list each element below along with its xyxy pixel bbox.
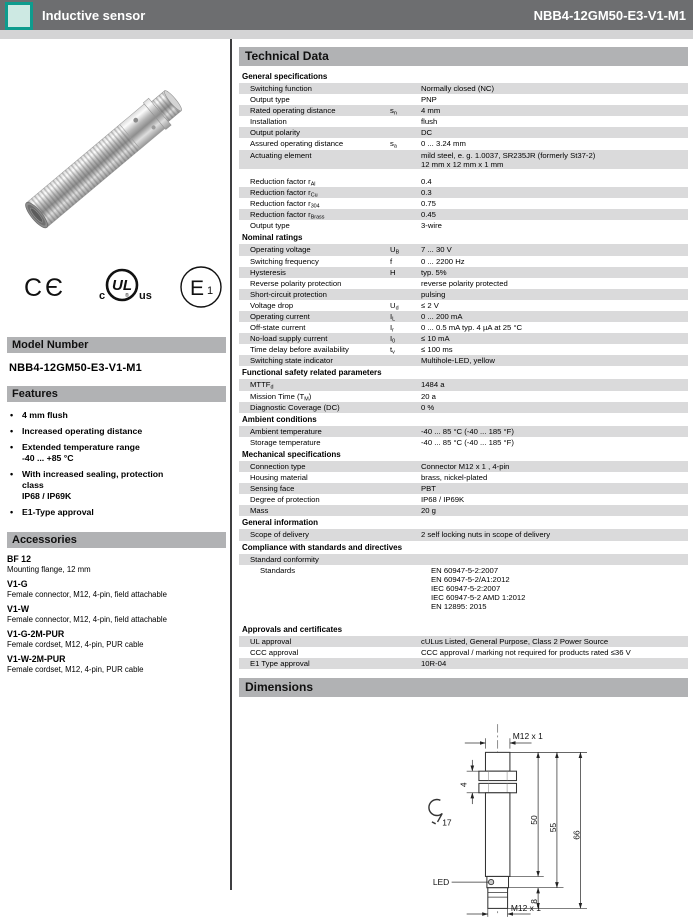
wrench-icon bbox=[429, 799, 442, 823]
spec-label: CCC approval bbox=[250, 647, 299, 657]
feature-line: E1-Type approval bbox=[22, 507, 94, 517]
spec-label: Diagnostic Coverage (DC) bbox=[250, 402, 340, 412]
spec-label: No-load supply current bbox=[250, 334, 328, 344]
spec-row bbox=[239, 176, 688, 187]
technical-data-section-title: Technical Data bbox=[239, 47, 688, 66]
spec-value bbox=[421, 151, 688, 169]
certification-marks bbox=[24, 264, 230, 310]
spec-row bbox=[239, 565, 688, 612]
spec-row bbox=[239, 138, 688, 149]
spec-value: PNP bbox=[421, 95, 437, 105]
spec-label: Standard conformity bbox=[250, 554, 319, 564]
spec-row bbox=[239, 311, 688, 322]
spec-label: Connection type bbox=[250, 461, 306, 471]
accessory-name: V1-W-2M-PUR bbox=[7, 654, 66, 664]
spec-label: Switching state indicator bbox=[250, 356, 333, 366]
spec-label: Reduction factor $r_{Brass}$ bbox=[250, 210, 325, 221]
spec-label: UL approval bbox=[250, 636, 292, 646]
feature-line: 4 mm flush bbox=[22, 410, 68, 420]
accessory-item bbox=[7, 654, 230, 675]
accessories-section-title: Accessories bbox=[7, 532, 226, 548]
dim-50-label: 50 bbox=[529, 815, 540, 825]
spec-label: Installation bbox=[250, 117, 287, 127]
spec-value: 0.75 bbox=[421, 199, 436, 209]
feature-line: IP68 / IP69K bbox=[22, 491, 72, 501]
thread-bottom-label: M12 x 1 bbox=[510, 903, 541, 914]
spec-row bbox=[239, 355, 688, 366]
spec-label: Output type bbox=[250, 221, 290, 231]
spec-row bbox=[239, 494, 688, 505]
dim-66-label: 66 bbox=[571, 830, 582, 840]
spec-row bbox=[239, 300, 688, 311]
dimension-drawing bbox=[399, 707, 688, 924]
spec-row bbox=[239, 647, 688, 658]
spec-value: 20 a bbox=[421, 391, 436, 401]
spec-row bbox=[239, 105, 688, 116]
spec-label: Reduction factor $r_{304}$ bbox=[250, 199, 320, 210]
spec-value: IP68 / IP69K bbox=[421, 495, 465, 505]
svg-text:C: C bbox=[24, 274, 43, 302]
spec-section bbox=[239, 448, 688, 516]
dim-8-label: 8 bbox=[529, 898, 540, 904]
feature-text bbox=[22, 426, 142, 437]
accessory-item bbox=[7, 629, 230, 650]
spec-row bbox=[239, 472, 688, 483]
spec-value: -40 ... 85 °C (-40 ... 185 °F) bbox=[421, 426, 514, 436]
spec-value: ≤ 2 V bbox=[421, 300, 439, 310]
accessory-name: V1-W bbox=[7, 604, 29, 614]
spec-section bbox=[239, 231, 688, 366]
accessory-description: Mounting flange, 12 mm bbox=[7, 565, 91, 574]
spec-label: Switching function bbox=[250, 84, 312, 93]
spec-section-header: Functional safety related parameters bbox=[242, 368, 382, 378]
svg-text:E: E bbox=[190, 277, 205, 300]
feature-item bbox=[10, 426, 224, 437]
spec-row bbox=[239, 209, 688, 220]
spec-row bbox=[239, 278, 688, 289]
svg-text:UL: UL bbox=[112, 277, 132, 294]
spec-row bbox=[239, 333, 688, 344]
spec-label: Mission Time $(T_M)$ bbox=[250, 391, 312, 402]
spec-value: 7 ... 30 V bbox=[421, 245, 452, 255]
spec-row bbox=[239, 289, 688, 300]
feature-line: Extended temperature range bbox=[22, 442, 140, 452]
spec-label: Scope of delivery bbox=[250, 530, 309, 540]
spec-symbol: $s_a$ bbox=[390, 139, 397, 150]
spec-section bbox=[239, 541, 688, 612]
feature-item bbox=[10, 507, 224, 518]
spec-label: Reduction factor $r_{Al}$ bbox=[250, 176, 316, 188]
spec-label: Reduction factor $r_{Cu}$ bbox=[250, 188, 318, 199]
spacer-row bbox=[239, 169, 688, 176]
thread-top-label: M12 x 1 bbox=[512, 731, 543, 742]
spec-value: reverse polarity protected bbox=[421, 278, 508, 288]
spec-value: 1484 a bbox=[421, 380, 445, 390]
feature-line: -40 ... +85 °C bbox=[22, 453, 74, 463]
spec-row bbox=[239, 461, 688, 472]
spec-value: 0.3 bbox=[421, 188, 432, 198]
spec-section bbox=[239, 516, 688, 540]
spec-section bbox=[239, 413, 688, 448]
spec-row bbox=[239, 127, 688, 138]
wrench-size-label: 17 bbox=[442, 817, 452, 828]
spec-value: typ. 5% bbox=[421, 267, 447, 277]
spec-value: 0.45 bbox=[421, 210, 436, 220]
part-number-header: NBB4-12GM50-E3-V1-M1 bbox=[533, 7, 686, 23]
spec-label: Degree of protection bbox=[250, 495, 320, 505]
spec-section-header: Nominal ratings bbox=[242, 233, 303, 243]
spec-label: Storage temperature bbox=[250, 437, 321, 447]
spec-label: Rated operating distance bbox=[250, 106, 336, 116]
feature-text bbox=[22, 469, 163, 502]
spec-row bbox=[239, 150, 688, 169]
nut-height-label: 4 bbox=[458, 782, 469, 788]
accessories-list bbox=[7, 554, 230, 675]
accessory-item bbox=[7, 579, 230, 600]
spec-symbol: H bbox=[390, 267, 396, 277]
dimensions-section-title: Dimensions bbox=[239, 678, 688, 697]
spec-section bbox=[239, 366, 688, 412]
spec-value: DC bbox=[421, 128, 433, 138]
svg-text:us: us bbox=[139, 290, 152, 302]
accessory-item bbox=[7, 604, 230, 625]
spec-row bbox=[239, 256, 688, 267]
spec-value: CCC approval / marking not required for products rated ≤36 V bbox=[421, 647, 631, 657]
spec-row bbox=[239, 116, 688, 127]
spec-row bbox=[239, 198, 688, 209]
spec-row bbox=[239, 322, 688, 333]
features-section-title: Features bbox=[7, 386, 226, 402]
spec-row bbox=[239, 529, 688, 540]
bullet-icon: • bbox=[10, 410, 14, 420]
header-accent-strip bbox=[0, 30, 693, 39]
spec-row bbox=[239, 483, 688, 494]
spec-label: Output type bbox=[250, 95, 290, 105]
spec-value: Normally closed (NC) bbox=[421, 84, 495, 93]
spec-symbol: $s_n$ bbox=[390, 106, 397, 117]
spec-section-header: Approvals and certificates bbox=[242, 624, 343, 634]
spec-label: Hysteresis bbox=[250, 267, 286, 277]
spec-value: 0 % bbox=[421, 402, 435, 412]
feature-line: Increased operating distance bbox=[22, 426, 143, 436]
spec-label: Standards bbox=[260, 565, 296, 575]
spec-symbol: $t_v$ bbox=[390, 345, 395, 356]
spec-symbol: $U_B$ bbox=[390, 245, 400, 256]
spec-value-line: IEC 60947-5-2:2007 bbox=[431, 584, 501, 593]
spec-row bbox=[239, 554, 688, 565]
spec-value: 0 ... 2200 Hz bbox=[421, 256, 465, 266]
spec-row bbox=[239, 379, 688, 390]
spec-section-header: General specifications bbox=[242, 72, 328, 81]
bullet-icon: • bbox=[10, 426, 14, 436]
brand-logo-icon bbox=[5, 2, 33, 30]
spec-row bbox=[239, 83, 688, 94]
spec-value: flush bbox=[421, 117, 438, 127]
spec-value: 2 self locking nuts in scope of delivery bbox=[421, 530, 551, 540]
spec-row bbox=[239, 187, 688, 198]
spec-value: brass, nickel-plated bbox=[421, 473, 488, 483]
spec-label: Time delay before availability bbox=[250, 345, 349, 355]
dim-55-label: 55 bbox=[547, 822, 558, 833]
e1-mark-icon bbox=[178, 264, 224, 310]
spec-value: pulsing bbox=[421, 289, 446, 299]
ul-mark-icon bbox=[92, 266, 152, 308]
led-indicator-drawing bbox=[488, 879, 493, 884]
feature-line: With increased sealing, protection bbox=[22, 469, 164, 479]
technical-data-table bbox=[239, 70, 688, 669]
spec-label: Voltage drop bbox=[250, 300, 294, 310]
spec-value-line: EN 60947-5-2/A1:2012 bbox=[431, 574, 510, 584]
spec-value: 20 g bbox=[421, 506, 436, 516]
spec-label: Ambient temperature bbox=[250, 426, 322, 436]
spec-label: Operating current bbox=[250, 312, 310, 321]
spec-row bbox=[239, 402, 688, 413]
spec-value-line: IEC 60947-5-2 AMD 1:2012 bbox=[431, 593, 526, 603]
spec-value: -40 ... 85 °C (-40 ... 185 °F) bbox=[421, 437, 514, 447]
svg-text:Є: Є bbox=[45, 274, 63, 302]
right-column bbox=[232, 39, 693, 914]
page-header bbox=[0, 0, 693, 30]
accessory-name: V1-G-2M-PUR bbox=[7, 629, 65, 639]
spec-value: 10R-04 bbox=[421, 658, 447, 668]
spec-value-line: EN 12895: 2015 bbox=[431, 602, 487, 612]
svg-text:®: ® bbox=[125, 293, 129, 299]
spec-value: 0 ... 0.5 mA typ. 4 µA at 25 °C bbox=[421, 323, 523, 333]
feature-item bbox=[10, 469, 224, 502]
feature-text bbox=[22, 442, 140, 464]
spec-label: Mass bbox=[250, 506, 269, 516]
svg-text:1: 1 bbox=[207, 285, 214, 297]
spec-label: Output polarity bbox=[250, 128, 300, 138]
spec-row bbox=[239, 244, 688, 255]
accessory-description: Female connector, M12, 4-pin, field attachable bbox=[7, 590, 167, 599]
spec-value: 0 ... 200 mA bbox=[421, 312, 463, 321]
features-list bbox=[0, 410, 230, 518]
feature-line: class bbox=[22, 480, 44, 490]
product-photo bbox=[12, 53, 230, 254]
spec-label: E1 Type approval bbox=[250, 658, 310, 668]
spec-value: ≤ 10 mA bbox=[421, 334, 450, 344]
model-number-value: NBB4-12GM50-E3-V1-M1 bbox=[9, 362, 142, 374]
feature-item bbox=[10, 410, 224, 421]
spec-section-header: Mechanical specifications bbox=[242, 449, 341, 459]
led-label: LED bbox=[432, 876, 450, 887]
spec-section-header: General information bbox=[242, 518, 319, 528]
spec-row bbox=[239, 220, 688, 231]
spec-label: Actuating element bbox=[250, 150, 312, 160]
spec-section bbox=[239, 623, 688, 669]
spec-symbol: f bbox=[390, 256, 393, 266]
spec-value: 0.4 bbox=[421, 176, 432, 186]
spec-value: 3-wire bbox=[421, 221, 442, 231]
spec-value: cULus Listed, General Purpose, Class 2 Power Source bbox=[421, 636, 609, 646]
spec-symbol: $U_d$ bbox=[390, 300, 399, 312]
spec-value-line: 12 mm x 12 mm x 1 mm bbox=[421, 159, 504, 169]
spec-label: Operating voltage bbox=[250, 245, 311, 255]
accessory-name: V1-G bbox=[7, 579, 28, 589]
spec-value: 0 ... 3.24 mm bbox=[421, 139, 466, 149]
spec-row bbox=[239, 426, 688, 437]
bullet-icon: • bbox=[10, 507, 14, 517]
spec-value-line: EN 60947-5-2:2007 bbox=[431, 565, 499, 575]
spec-row bbox=[239, 267, 688, 278]
spec-value: 4 mm bbox=[421, 106, 441, 116]
spec-row bbox=[239, 94, 688, 105]
spec-symbol: $I_r$ bbox=[390, 323, 394, 334]
spec-label: $MTTF_d$ bbox=[250, 380, 274, 391]
spec-label: Short-circuit protection bbox=[250, 289, 327, 299]
accessory-name: BF 12 bbox=[7, 554, 31, 564]
accessory-description: Female connector, M12, 4-pin, field attachable bbox=[7, 615, 167, 624]
spec-row bbox=[239, 658, 688, 669]
accessory-description: Female cordset, M12, 4-pin, PUR cable bbox=[7, 665, 144, 674]
spec-symbol: $I_0$ bbox=[390, 334, 396, 345]
product-family-title: Inductive sensor bbox=[42, 7, 146, 23]
feature-item bbox=[10, 442, 224, 464]
spec-value bbox=[431, 566, 688, 612]
spec-value: PBT bbox=[421, 484, 436, 494]
spec-label: Switching frequency bbox=[250, 256, 319, 266]
spec-value: Connector M12 x 1 , 4-pin bbox=[421, 461, 510, 471]
spec-section-header: Ambient conditions bbox=[242, 414, 317, 424]
spec-value-line: mild steel, e. g. 1.0037, SR235JR (formerly St37-2) bbox=[421, 150, 596, 160]
spec-label: Reverse polarity protection bbox=[250, 278, 342, 288]
spec-value: ≤ 100 ms bbox=[421, 345, 453, 355]
spec-section bbox=[239, 70, 688, 231]
spec-value: Multihole-LED, yellow bbox=[421, 356, 495, 366]
spec-row bbox=[239, 636, 688, 647]
bullet-icon: • bbox=[10, 469, 14, 479]
feature-text bbox=[22, 507, 94, 518]
model-number-section-title: Model Number bbox=[7, 337, 226, 353]
spec-row bbox=[239, 505, 688, 516]
spec-label: Off-state current bbox=[250, 323, 306, 333]
left-column bbox=[0, 39, 232, 890]
feature-text bbox=[22, 410, 68, 421]
spec-label: Sensing face bbox=[250, 484, 295, 494]
svg-text:c: c bbox=[99, 290, 106, 302]
spec-section-header: Compliance with standards and directives bbox=[242, 542, 403, 552]
spec-label: Housing material bbox=[250, 473, 308, 483]
accessory-description: Female cordset, M12, 4-pin, PUR cable bbox=[7, 640, 144, 649]
spec-row bbox=[239, 344, 688, 355]
spec-row bbox=[239, 437, 688, 448]
ce-mark-icon bbox=[24, 272, 66, 302]
accessory-item bbox=[7, 554, 230, 575]
bullet-icon: • bbox=[10, 442, 14, 452]
spec-label: Assured operating distance bbox=[250, 139, 344, 149]
spec-symbol: $I_L$ bbox=[390, 312, 396, 323]
spec-row bbox=[239, 391, 688, 402]
